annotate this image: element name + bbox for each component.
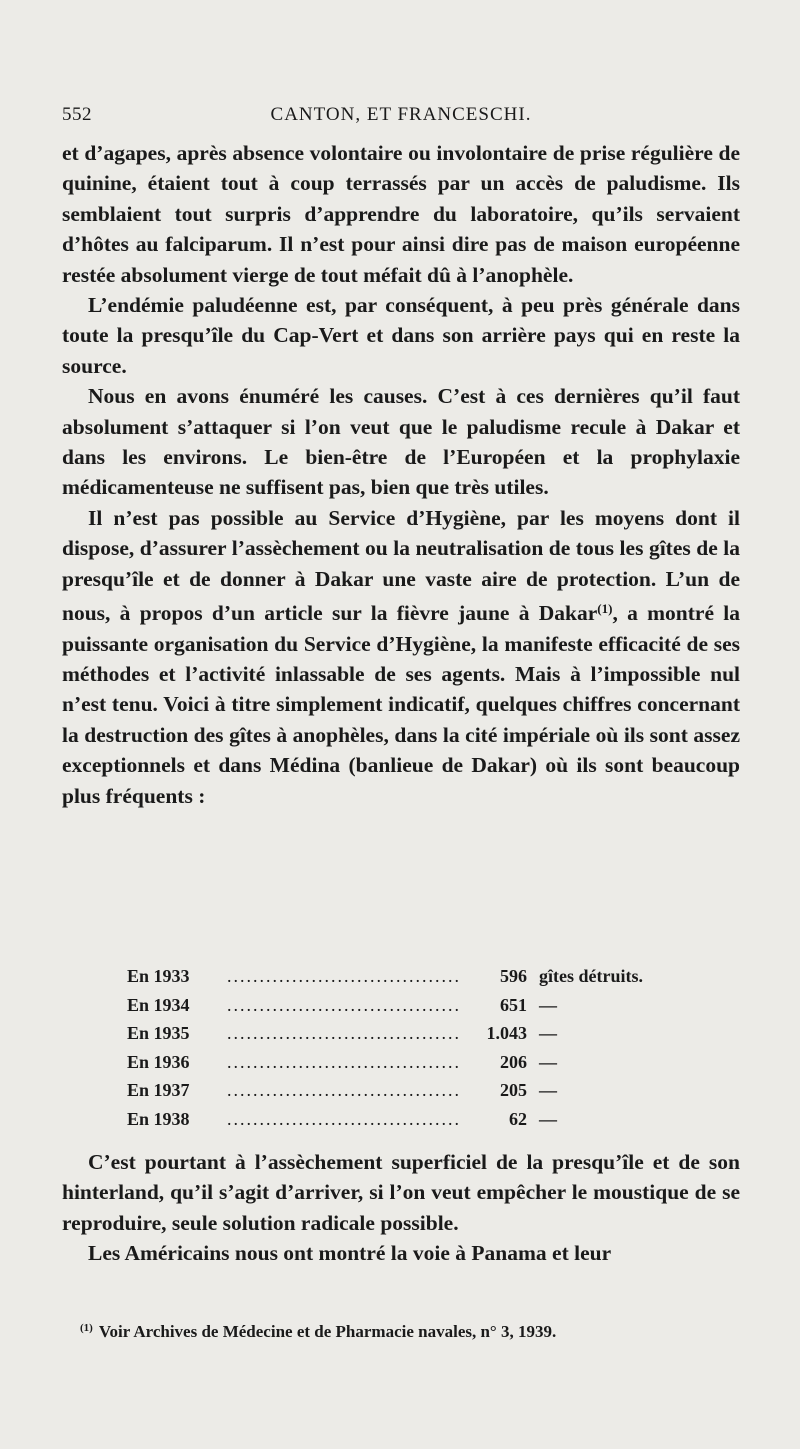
label-cell: — [539,1051,557,1072]
main-text-continued [62,1147,740,1269]
paragraph: et d’agapes, après absence volontaire ou involontaire de prise régulière de quinine, étaient tout à coup terrassés par un accès de paludisme. Ils semblaient tout surpris d’apprendre du laboratoire, qu’ils servaient d’hôtes au falciparum. Il n’est pour ainsi dire pas de maison européenne restée absolument vierge de tout méfait dû à l’anophèle. [62,141,740,287]
leader-dots: .................................... [227,1051,461,1072]
value-cell: 62 [509,1108,527,1129]
leader-dots: .................................... [227,994,461,1015]
paragraph-text: , a montré la puissante organisation du Service d’Hygiène, la manifeste efficacité de ses méthodes et l’activité inlassable de ses agents. Mais à l’impossible nul n’est tenu. Voici à titre simplement indicatif, quelques chiffres concernant la destruction des gîtes à anophèles, dans la cité impériale où ils sont assez exceptionnels et dans Médina (banlieue de Dakar) où ils sont beaucoup plus fréquents : [62,601,740,808]
statistics-table [127,962,687,1134]
label-cell: gîtes détruits. [539,966,643,986]
paragraph-text: Il n’est pas possible au Service d’Hygiène, par les moyens dont il dispose, d’assurer l’assèchement ou la neutralisation de tous les gîtes de la presqu’île et de donner à Dakar une vaste aire de protection. L’un de nous, à propos d’un article sur la fièvre jaune à Dakar [62,505,740,626]
table-row [127,1019,687,1048]
year-cell: En 1938 [127,1108,190,1129]
table-row [127,962,687,991]
paragraph: C’est pourtant à l’assèchement superficiel de la presqu’île et de son hinterland, qu’il s’agit d’arriver, si l’on veut empêcher le moustique de se reproduire, seule solution radicale possible. [62,1150,740,1235]
year-cell: En 1936 [127,1051,190,1072]
main-text [62,138,740,811]
table-row [127,1048,687,1077]
page-number: 552 [62,104,92,125]
label-cell: — [539,1108,557,1129]
footnote-mark: (1) [80,1322,93,1334]
paragraph [62,503,740,811]
year-cell: En 1934 [127,994,190,1015]
label-cell: — [539,1080,557,1101]
value-cell: 206 [500,1051,527,1072]
table-row [127,1076,687,1105]
value-cell: 205 [500,1080,527,1101]
leader-dots: .................................... [227,1108,461,1129]
value-cell: 596 [500,966,527,986]
leader-dots: .................................... [227,966,461,986]
year-cell: En 1935 [127,1023,190,1044]
leader-dots: .................................... [227,1080,461,1101]
table-row [127,991,687,1020]
page-header [62,104,740,134]
footnote-reference: (1) [597,601,613,617]
value-cell: 651 [500,994,527,1015]
footnote [80,1316,740,1344]
running-title: CANTON, ET FRANCESCHI. [270,104,532,125]
paragraph: Les Américains nous ont montré la voie à Panama et leur [88,1241,612,1266]
year-cell: En 1937 [127,1080,190,1101]
value-cell: 1.043 [486,1023,527,1044]
table-row [127,1105,687,1134]
footnote-text: Voir Archives de Médecine et de Pharmacie navales, n° 3, 1939. [98,1322,557,1341]
paragraph: Nous en avons énuméré les causes. C’est à ces dernières qu’il faut absolument s’attaquer si l’on veut que le paludisme recule à Dakar et dans les environs. Le bien-être de l’Européen et la prophylaxie médicamenteuse ne suffisent pas, bien que très utiles. [62,384,740,500]
label-cell: — [539,994,557,1015]
paragraph: L’endémie paludéenne est, par conséquent, à peu près générale dans toute la presqu’île du Cap-Vert et dans son arrière pays qui en reste la source. [62,293,740,378]
leader-dots: .................................... [227,1023,461,1044]
year-cell: En 1933 [127,966,190,986]
label-cell: — [539,1023,557,1044]
